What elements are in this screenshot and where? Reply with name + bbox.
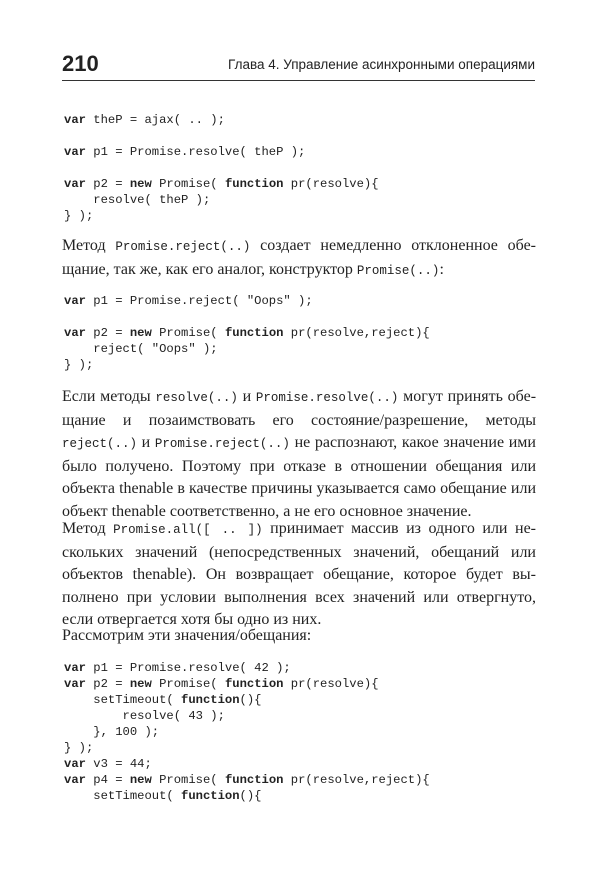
code-line	[64, 772, 430, 788]
code-line	[64, 160, 379, 176]
paragraph-text: могут принять обе-щание и позаимствовать его состояние/разрешение, методы	[62, 388, 537, 429]
code-text: reject( "Oops" );	[64, 342, 218, 356]
code-text: p1 = Promise.resolve( theP );	[85, 145, 306, 159]
code-block-ajax-resolve	[64, 112, 379, 224]
paragraph-text: Если методы	[62, 388, 156, 405]
code-text: resolve( theP );	[64, 193, 211, 207]
code-keyword: var	[64, 757, 86, 771]
code-keyword: var	[64, 661, 86, 675]
code-line	[64, 708, 430, 724]
code-keyword: var	[64, 294, 86, 308]
code-line	[64, 208, 379, 224]
inline-code: Promise.all([ .. ])	[113, 523, 263, 537]
code-text: Promise(	[151, 773, 225, 787]
code-line	[64, 112, 379, 128]
code-line	[64, 676, 430, 692]
code-line	[64, 357, 430, 373]
code-text: theP = ajax( .. );	[85, 113, 225, 127]
code-text: pr(resolve){	[283, 677, 379, 691]
paragraph-text: Метод	[62, 520, 114, 537]
code-keyword: var	[64, 113, 86, 127]
code-keyword: var	[64, 177, 86, 191]
inline-code: Promise.resolve(..)	[255, 391, 399, 405]
code-keyword: var	[64, 145, 86, 159]
paragraph-resolve-vs-reject	[62, 386, 536, 523]
paragraph-promise-all	[62, 518, 536, 632]
paragraph-text: и	[137, 434, 155, 451]
code-text: setTimeout(	[64, 789, 182, 803]
inline-code: Promise.reject(..)	[115, 240, 251, 254]
code-block-promise-all-values	[64, 660, 430, 804]
code-text: }, 100 );	[64, 725, 160, 739]
code-text: Promise(	[151, 326, 225, 340]
code-line	[64, 192, 379, 208]
code-line	[64, 293, 430, 309]
code-keyword: var	[64, 773, 86, 787]
paragraph-promise-reject	[62, 235, 536, 282]
code-keyword: function	[224, 677, 284, 691]
code-keyword: function	[181, 789, 240, 803]
code-keyword: function	[224, 773, 284, 787]
inline-code: reject(..)	[62, 437, 138, 451]
paragraph-consider-values	[62, 625, 536, 648]
code-text: p2 =	[85, 677, 130, 691]
code-line	[64, 176, 379, 192]
code-text: resolve( 43 );	[64, 709, 225, 723]
code-line	[64, 724, 430, 740]
code-keyword: var	[64, 677, 86, 691]
code-keyword: function	[224, 326, 284, 340]
code-keyword: function	[224, 177, 284, 191]
code-text: p2 =	[85, 177, 130, 191]
code-text: pr(resolve,reject){	[283, 326, 430, 340]
code-line	[64, 788, 430, 804]
page-number: 210	[62, 51, 99, 76]
inline-code: resolve(..)	[155, 391, 238, 405]
paragraph-text: Рассмотрим эти значения/обещания:	[62, 627, 312, 644]
code-text: } );	[64, 209, 94, 223]
code-keyword: new	[129, 177, 152, 191]
code-line	[64, 341, 430, 357]
code-keyword: new	[129, 677, 152, 691]
code-text: pr(resolve){	[283, 177, 379, 191]
code-line	[64, 325, 430, 341]
inline-code: Promise.reject(..)	[154, 437, 290, 451]
code-text: pr(resolve,reject){	[283, 773, 430, 787]
inline-code: Promise(..)	[356, 263, 440, 278]
paragraph-text: Метод	[62, 237, 116, 254]
code-text: p1 = Promise.reject( "Oops" );	[85, 294, 313, 308]
code-keyword: function	[181, 693, 240, 707]
code-line	[64, 756, 430, 772]
running-head-chapter-title: Глава 4. Управление асинхронными операциями	[228, 57, 535, 72]
paragraph-text: принимает массив из одного или не-скольких значений (непосредственных значений, обещаний или объектов thenable). Он возвращает обещание, которое будет вы-полнено при условии выполнения всех значений или отвергнуто, если отвергается хотя бы одно из них.	[62, 520, 536, 628]
code-text: v3 = 44;	[85, 757, 152, 771]
code-line	[64, 128, 379, 144]
code-line	[64, 692, 430, 708]
header-rule	[62, 80, 535, 81]
code-text: Promise(	[151, 677, 225, 691]
paragraph-text: не распознают, какое значение ими было получено. Поэтому при отказе в отношении обещания или объекта thenable в качестве причины указывается само обещание или объект thenable соответственно, а не его основное значение.	[62, 434, 536, 520]
code-text: setTimeout(	[64, 693, 182, 707]
code-text: (){	[239, 789, 262, 803]
code-line	[64, 660, 430, 676]
code-block-reject	[64, 293, 430, 373]
code-keyword: new	[129, 326, 152, 340]
code-text: p1 = Promise.resolve( 42 );	[85, 661, 291, 675]
paragraph-text: создает немедленно отклоненное обе-щание, так же, как его аналог, конструктор	[62, 237, 536, 278]
code-text: p2 =	[85, 326, 130, 340]
code-text: Promise(	[151, 177, 225, 191]
code-keyword: new	[129, 773, 152, 787]
code-text: } );	[64, 358, 94, 372]
paragraph-text: и	[237, 388, 256, 405]
code-line	[64, 309, 430, 325]
code-line	[64, 740, 430, 756]
code-keyword: var	[64, 326, 86, 340]
code-text: } );	[64, 741, 94, 755]
code-line	[64, 144, 379, 160]
paragraph-text: :	[439, 260, 444, 278]
code-text: (){	[239, 693, 262, 707]
code-text: p4 =	[85, 773, 130, 787]
